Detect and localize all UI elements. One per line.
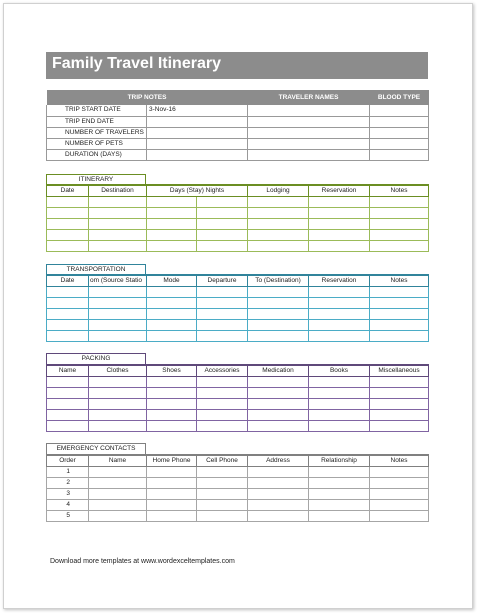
transport-col-from: om (Source Statio bbox=[89, 275, 147, 287]
table-cell[interactable] bbox=[197, 410, 248, 421]
table-cell[interactable] bbox=[147, 511, 197, 522]
table-cell[interactable] bbox=[89, 287, 147, 298]
table-cell[interactable] bbox=[197, 500, 248, 511]
table-cell[interactable] bbox=[248, 287, 309, 298]
table-row bbox=[47, 197, 429, 208]
table-cell[interactable] bbox=[197, 467, 248, 478]
table-cell[interactable] bbox=[370, 230, 429, 241]
itinerary-col-destination: Destination bbox=[89, 185, 147, 197]
table-cell[interactable] bbox=[197, 241, 248, 252]
trip-notes-row bbox=[47, 116, 429, 127]
trip-notes-value[interactable] bbox=[147, 127, 248, 138]
table-cell[interactable] bbox=[309, 287, 370, 298]
table-cell[interactable] bbox=[370, 241, 429, 252]
table-cell[interactable] bbox=[248, 500, 309, 511]
table-cell[interactable] bbox=[370, 287, 429, 298]
table-cell[interactable] bbox=[309, 309, 370, 320]
blood-type-cell[interactable] bbox=[370, 127, 429, 138]
trip-notes-value[interactable] bbox=[147, 138, 248, 149]
table-cell[interactable] bbox=[309, 197, 370, 208]
footer-text: Download more templates at www.wordexceltemplates.com bbox=[50, 558, 235, 565]
table-cell[interactable] bbox=[309, 511, 370, 522]
table-cell[interactable] bbox=[89, 208, 147, 219]
table-cell[interactable] bbox=[147, 219, 197, 230]
trip-notes-label: TRIP START DATE bbox=[47, 105, 147, 116]
table-cell[interactable] bbox=[248, 410, 309, 421]
packing-col-accessories: Accessories bbox=[197, 365, 248, 377]
table-cell[interactable] bbox=[248, 489, 309, 500]
transport-col-notes: Notes bbox=[370, 275, 429, 287]
transport-col-mode: Mode bbox=[147, 275, 197, 287]
traveler-name-cell[interactable] bbox=[248, 127, 370, 138]
packing-rows bbox=[47, 377, 429, 432]
table-cell[interactable] bbox=[370, 467, 429, 478]
blood-type-cell[interactable] bbox=[370, 105, 429, 116]
table-cell[interactable] bbox=[89, 500, 147, 511]
table-cell[interactable] bbox=[147, 331, 197, 342]
table-cell[interactable] bbox=[248, 309, 309, 320]
table-cell[interactable] bbox=[370, 399, 429, 410]
table-cell[interactable] bbox=[89, 399, 147, 410]
table-row bbox=[47, 219, 429, 230]
table-row bbox=[47, 388, 429, 399]
table-cell[interactable] bbox=[147, 287, 197, 298]
traveler-name-cell[interactable] bbox=[248, 116, 370, 127]
table-cell[interactable] bbox=[147, 489, 197, 500]
table-cell[interactable] bbox=[370, 410, 429, 421]
table-cell[interactable] bbox=[47, 410, 89, 421]
itinerary-col-days-nights: Days (Stay) Nights bbox=[147, 185, 248, 197]
table-cell[interactable] bbox=[248, 298, 309, 309]
table-cell[interactable] bbox=[370, 478, 429, 489]
packing-col-misc: Miscellaneous bbox=[370, 365, 429, 377]
table-cell[interactable] bbox=[47, 309, 89, 320]
itinerary-col-reservation: Reservation bbox=[309, 185, 370, 197]
table-row bbox=[47, 331, 429, 342]
packing-col-medication: Medication bbox=[248, 365, 309, 377]
table-cell[interactable] bbox=[309, 410, 370, 421]
table-cell[interactable] bbox=[147, 478, 197, 489]
table-cell[interactable] bbox=[248, 388, 309, 399]
trip-notes-row bbox=[47, 138, 429, 149]
table-cell[interactable] bbox=[89, 331, 147, 342]
packing-col-name: Name bbox=[47, 365, 89, 377]
table-cell[interactable] bbox=[370, 421, 429, 432]
table-cell[interactable] bbox=[47, 421, 89, 432]
table-cell[interactable] bbox=[197, 208, 248, 219]
itinerary-col-date: Date bbox=[47, 185, 89, 197]
table-cell[interactable] bbox=[248, 219, 309, 230]
table-row bbox=[47, 399, 429, 410]
table-cell[interactable] bbox=[47, 377, 89, 388]
blood-type-cell[interactable] bbox=[370, 149, 429, 160]
table-cell[interactable] bbox=[89, 388, 147, 399]
emergency-col-cell-phone: Cell Phone bbox=[197, 455, 248, 467]
table-cell[interactable] bbox=[47, 399, 89, 410]
trip-notes-label: NUMBER OF TRAVELERS bbox=[47, 127, 147, 138]
table-cell[interactable] bbox=[248, 467, 309, 478]
table-cell[interactable] bbox=[370, 500, 429, 511]
trip-notes-value[interactable] bbox=[147, 116, 248, 127]
table-cell[interactable] bbox=[147, 399, 197, 410]
table-cell[interactable] bbox=[147, 467, 197, 478]
table-cell[interactable] bbox=[197, 421, 248, 432]
table-cell[interactable] bbox=[370, 388, 429, 399]
table-cell[interactable] bbox=[370, 489, 429, 500]
trip-notes-label: NUMBER OF PETS bbox=[47, 138, 147, 149]
table-cell[interactable] bbox=[370, 309, 429, 320]
table-cell[interactable] bbox=[197, 298, 248, 309]
trip-notes-row bbox=[47, 105, 429, 116]
table-cell[interactable] bbox=[47, 241, 89, 252]
transportation-header-row bbox=[47, 275, 429, 287]
table-cell[interactable] bbox=[309, 208, 370, 219]
table-cell[interactable] bbox=[197, 331, 248, 342]
table-cell[interactable] bbox=[309, 241, 370, 252]
table-cell[interactable] bbox=[47, 331, 89, 342]
transport-col-date: Date bbox=[47, 275, 89, 287]
table-cell[interactable] bbox=[47, 230, 89, 241]
table-cell[interactable] bbox=[309, 467, 370, 478]
table-row bbox=[47, 298, 429, 309]
table-cell[interactable] bbox=[197, 511, 248, 522]
trip-notes-table bbox=[46, 90, 429, 161]
packing-table bbox=[46, 364, 429, 432]
table-row bbox=[47, 421, 429, 432]
table-cell[interactable] bbox=[47, 320, 89, 331]
table-cell[interactable] bbox=[89, 219, 147, 230]
table-cell[interactable] bbox=[147, 320, 197, 331]
table-cell[interactable] bbox=[89, 478, 147, 489]
table-cell[interactable] bbox=[89, 377, 147, 388]
table-cell[interactable] bbox=[89, 197, 147, 208]
table-cell[interactable] bbox=[89, 467, 147, 478]
table-cell[interactable] bbox=[197, 489, 248, 500]
table-cell[interactable] bbox=[370, 208, 429, 219]
emergency-order-cell: 3 bbox=[47, 489, 89, 500]
table-cell[interactable] bbox=[248, 421, 309, 432]
table-cell[interactable] bbox=[248, 241, 309, 252]
table-cell[interactable] bbox=[248, 511, 309, 522]
table-cell[interactable] bbox=[147, 421, 197, 432]
transport-col-to: To (Destination) bbox=[248, 275, 309, 287]
traveler-name-cell[interactable] bbox=[248, 138, 370, 149]
itinerary-heading: ITINERARY bbox=[46, 174, 146, 185]
table-row bbox=[47, 230, 429, 241]
table-cell[interactable] bbox=[197, 287, 248, 298]
table-cell[interactable] bbox=[309, 500, 370, 511]
transportation-rows bbox=[47, 287, 429, 342]
table-cell[interactable] bbox=[147, 309, 197, 320]
emergency-col-notes: Notes bbox=[370, 455, 429, 467]
table-row bbox=[47, 320, 429, 331]
emergency-order-cell: 1 bbox=[47, 467, 89, 478]
table-cell[interactable] bbox=[147, 241, 197, 252]
transport-col-departure: Departure bbox=[197, 275, 248, 287]
transportation-table bbox=[46, 274, 429, 342]
table-cell[interactable] bbox=[147, 197, 197, 208]
table-row bbox=[47, 287, 429, 298]
table-cell[interactable] bbox=[370, 197, 429, 208]
table-cell[interactable] bbox=[89, 309, 147, 320]
title-bar bbox=[46, 52, 428, 79]
table-cell[interactable] bbox=[197, 230, 248, 241]
table-cell[interactable] bbox=[309, 377, 370, 388]
page-title: Family Travel Itinerary bbox=[52, 55, 221, 72]
emergency-order-cell: 2 bbox=[47, 478, 89, 489]
table-cell[interactable] bbox=[370, 331, 429, 342]
table-row bbox=[47, 478, 429, 489]
trip-notes-label: DURATION (DAYS) bbox=[47, 149, 147, 160]
table-cell[interactable] bbox=[197, 309, 248, 320]
table-cell[interactable] bbox=[248, 478, 309, 489]
emergency-order-cell: 4 bbox=[47, 500, 89, 511]
emergency-col-relationship: Relationship bbox=[309, 455, 370, 467]
emergency-col-address: Address bbox=[248, 455, 309, 467]
emergency-table bbox=[46, 454, 429, 522]
table-cell[interactable] bbox=[47, 298, 89, 309]
table-cell[interactable] bbox=[309, 388, 370, 399]
table-cell[interactable] bbox=[89, 241, 147, 252]
traveler-name-cell[interactable] bbox=[248, 105, 370, 116]
table-cell[interactable] bbox=[248, 377, 309, 388]
table-cell[interactable] bbox=[147, 230, 197, 241]
table-row bbox=[47, 208, 429, 219]
traveler-name-cell[interactable] bbox=[248, 149, 370, 160]
table-cell[interactable] bbox=[47, 219, 89, 230]
table-cell[interactable] bbox=[89, 320, 147, 331]
trip-notes-value[interactable] bbox=[147, 149, 248, 160]
itinerary-header-row bbox=[47, 185, 429, 197]
packing-col-books: Books bbox=[309, 365, 370, 377]
emergency-rows bbox=[47, 467, 429, 522]
itinerary-table bbox=[46, 184, 429, 252]
table-cell[interactable] bbox=[89, 421, 147, 432]
table-cell[interactable] bbox=[370, 219, 429, 230]
table-cell[interactable] bbox=[248, 208, 309, 219]
table-cell[interactable] bbox=[309, 489, 370, 500]
table-cell[interactable] bbox=[197, 399, 248, 410]
table-cell[interactable] bbox=[248, 197, 309, 208]
table-cell[interactable] bbox=[197, 219, 248, 230]
table-cell[interactable] bbox=[370, 511, 429, 522]
table-cell[interactable] bbox=[47, 197, 89, 208]
table-row bbox=[47, 489, 429, 500]
table-cell[interactable] bbox=[197, 478, 248, 489]
table-cell[interactable] bbox=[248, 230, 309, 241]
transportation-heading: TRANSPORTATION bbox=[46, 264, 146, 275]
trip-notes-value[interactable]: 3-Nov-16 bbox=[147, 105, 248, 116]
table-row bbox=[47, 410, 429, 421]
table-cell[interactable] bbox=[309, 421, 370, 432]
table-cell[interactable] bbox=[147, 388, 197, 399]
table-cell[interactable] bbox=[248, 399, 309, 410]
transport-col-reservation: Reservation bbox=[309, 275, 370, 287]
traveler-names-header: TRAVELER NAMES bbox=[248, 90, 370, 105]
table-cell[interactable] bbox=[309, 298, 370, 309]
table-cell[interactable] bbox=[47, 208, 89, 219]
itinerary-col-lodging: Lodging bbox=[248, 185, 309, 197]
table-cell[interactable] bbox=[248, 331, 309, 342]
trip-notes-label: TRIP END DATE bbox=[47, 116, 147, 127]
table-row bbox=[47, 309, 429, 320]
packing-heading: PACKING bbox=[46, 353, 146, 364]
trip-notes-header-row bbox=[47, 90, 429, 105]
table-cell[interactable] bbox=[309, 331, 370, 342]
blood-type-cell[interactable] bbox=[370, 116, 429, 127]
packing-col-clothes: Clothes bbox=[89, 365, 147, 377]
table-cell[interactable] bbox=[89, 410, 147, 421]
table-cell[interactable] bbox=[147, 377, 197, 388]
table-cell[interactable] bbox=[197, 320, 248, 331]
table-cell[interactable] bbox=[370, 377, 429, 388]
emergency-col-name: Name bbox=[89, 455, 147, 467]
table-cell[interactable] bbox=[370, 298, 429, 309]
itinerary-rows bbox=[47, 197, 429, 252]
itinerary-col-notes: Notes bbox=[370, 185, 429, 197]
table-cell[interactable] bbox=[47, 287, 89, 298]
table-cell[interactable] bbox=[197, 197, 248, 208]
table-cell[interactable] bbox=[309, 320, 370, 331]
trip-notes-row bbox=[47, 149, 429, 160]
table-cell[interactable] bbox=[147, 208, 197, 219]
table-cell[interactable] bbox=[89, 511, 147, 522]
emergency-header-row bbox=[47, 455, 429, 467]
table-cell[interactable] bbox=[89, 230, 147, 241]
table-cell[interactable] bbox=[47, 388, 89, 399]
table-cell[interactable] bbox=[309, 399, 370, 410]
blood-type-header: BLOOD TYPE bbox=[370, 90, 429, 105]
table-cell[interactable] bbox=[147, 298, 197, 309]
table-cell[interactable] bbox=[309, 219, 370, 230]
table-row bbox=[47, 467, 429, 478]
table-cell[interactable] bbox=[147, 500, 197, 511]
table-row bbox=[47, 500, 429, 511]
table-cell[interactable] bbox=[197, 377, 248, 388]
blood-type-cell[interactable] bbox=[370, 138, 429, 149]
table-cell[interactable] bbox=[197, 388, 248, 399]
packing-header-row bbox=[47, 365, 429, 377]
table-cell[interactable] bbox=[309, 478, 370, 489]
packing-col-shoes: Shoes bbox=[147, 365, 197, 377]
table-cell[interactable] bbox=[370, 320, 429, 331]
table-cell[interactable] bbox=[89, 489, 147, 500]
trip-notes-row bbox=[47, 127, 429, 138]
emergency-heading: EMERGENCY CONTACTS bbox=[46, 443, 146, 454]
table-cell[interactable] bbox=[309, 230, 370, 241]
emergency-order-cell: 5 bbox=[47, 511, 89, 522]
table-row bbox=[47, 377, 429, 388]
trip-notes-header: TRIP NOTES bbox=[47, 90, 248, 105]
emergency-col-order: Order bbox=[47, 455, 89, 467]
table-row bbox=[47, 511, 429, 522]
table-cell[interactable] bbox=[89, 298, 147, 309]
table-row bbox=[47, 241, 429, 252]
emergency-col-home-phone: Home Phone bbox=[147, 455, 197, 467]
table-cell[interactable] bbox=[248, 320, 309, 331]
table-cell[interactable] bbox=[147, 410, 197, 421]
